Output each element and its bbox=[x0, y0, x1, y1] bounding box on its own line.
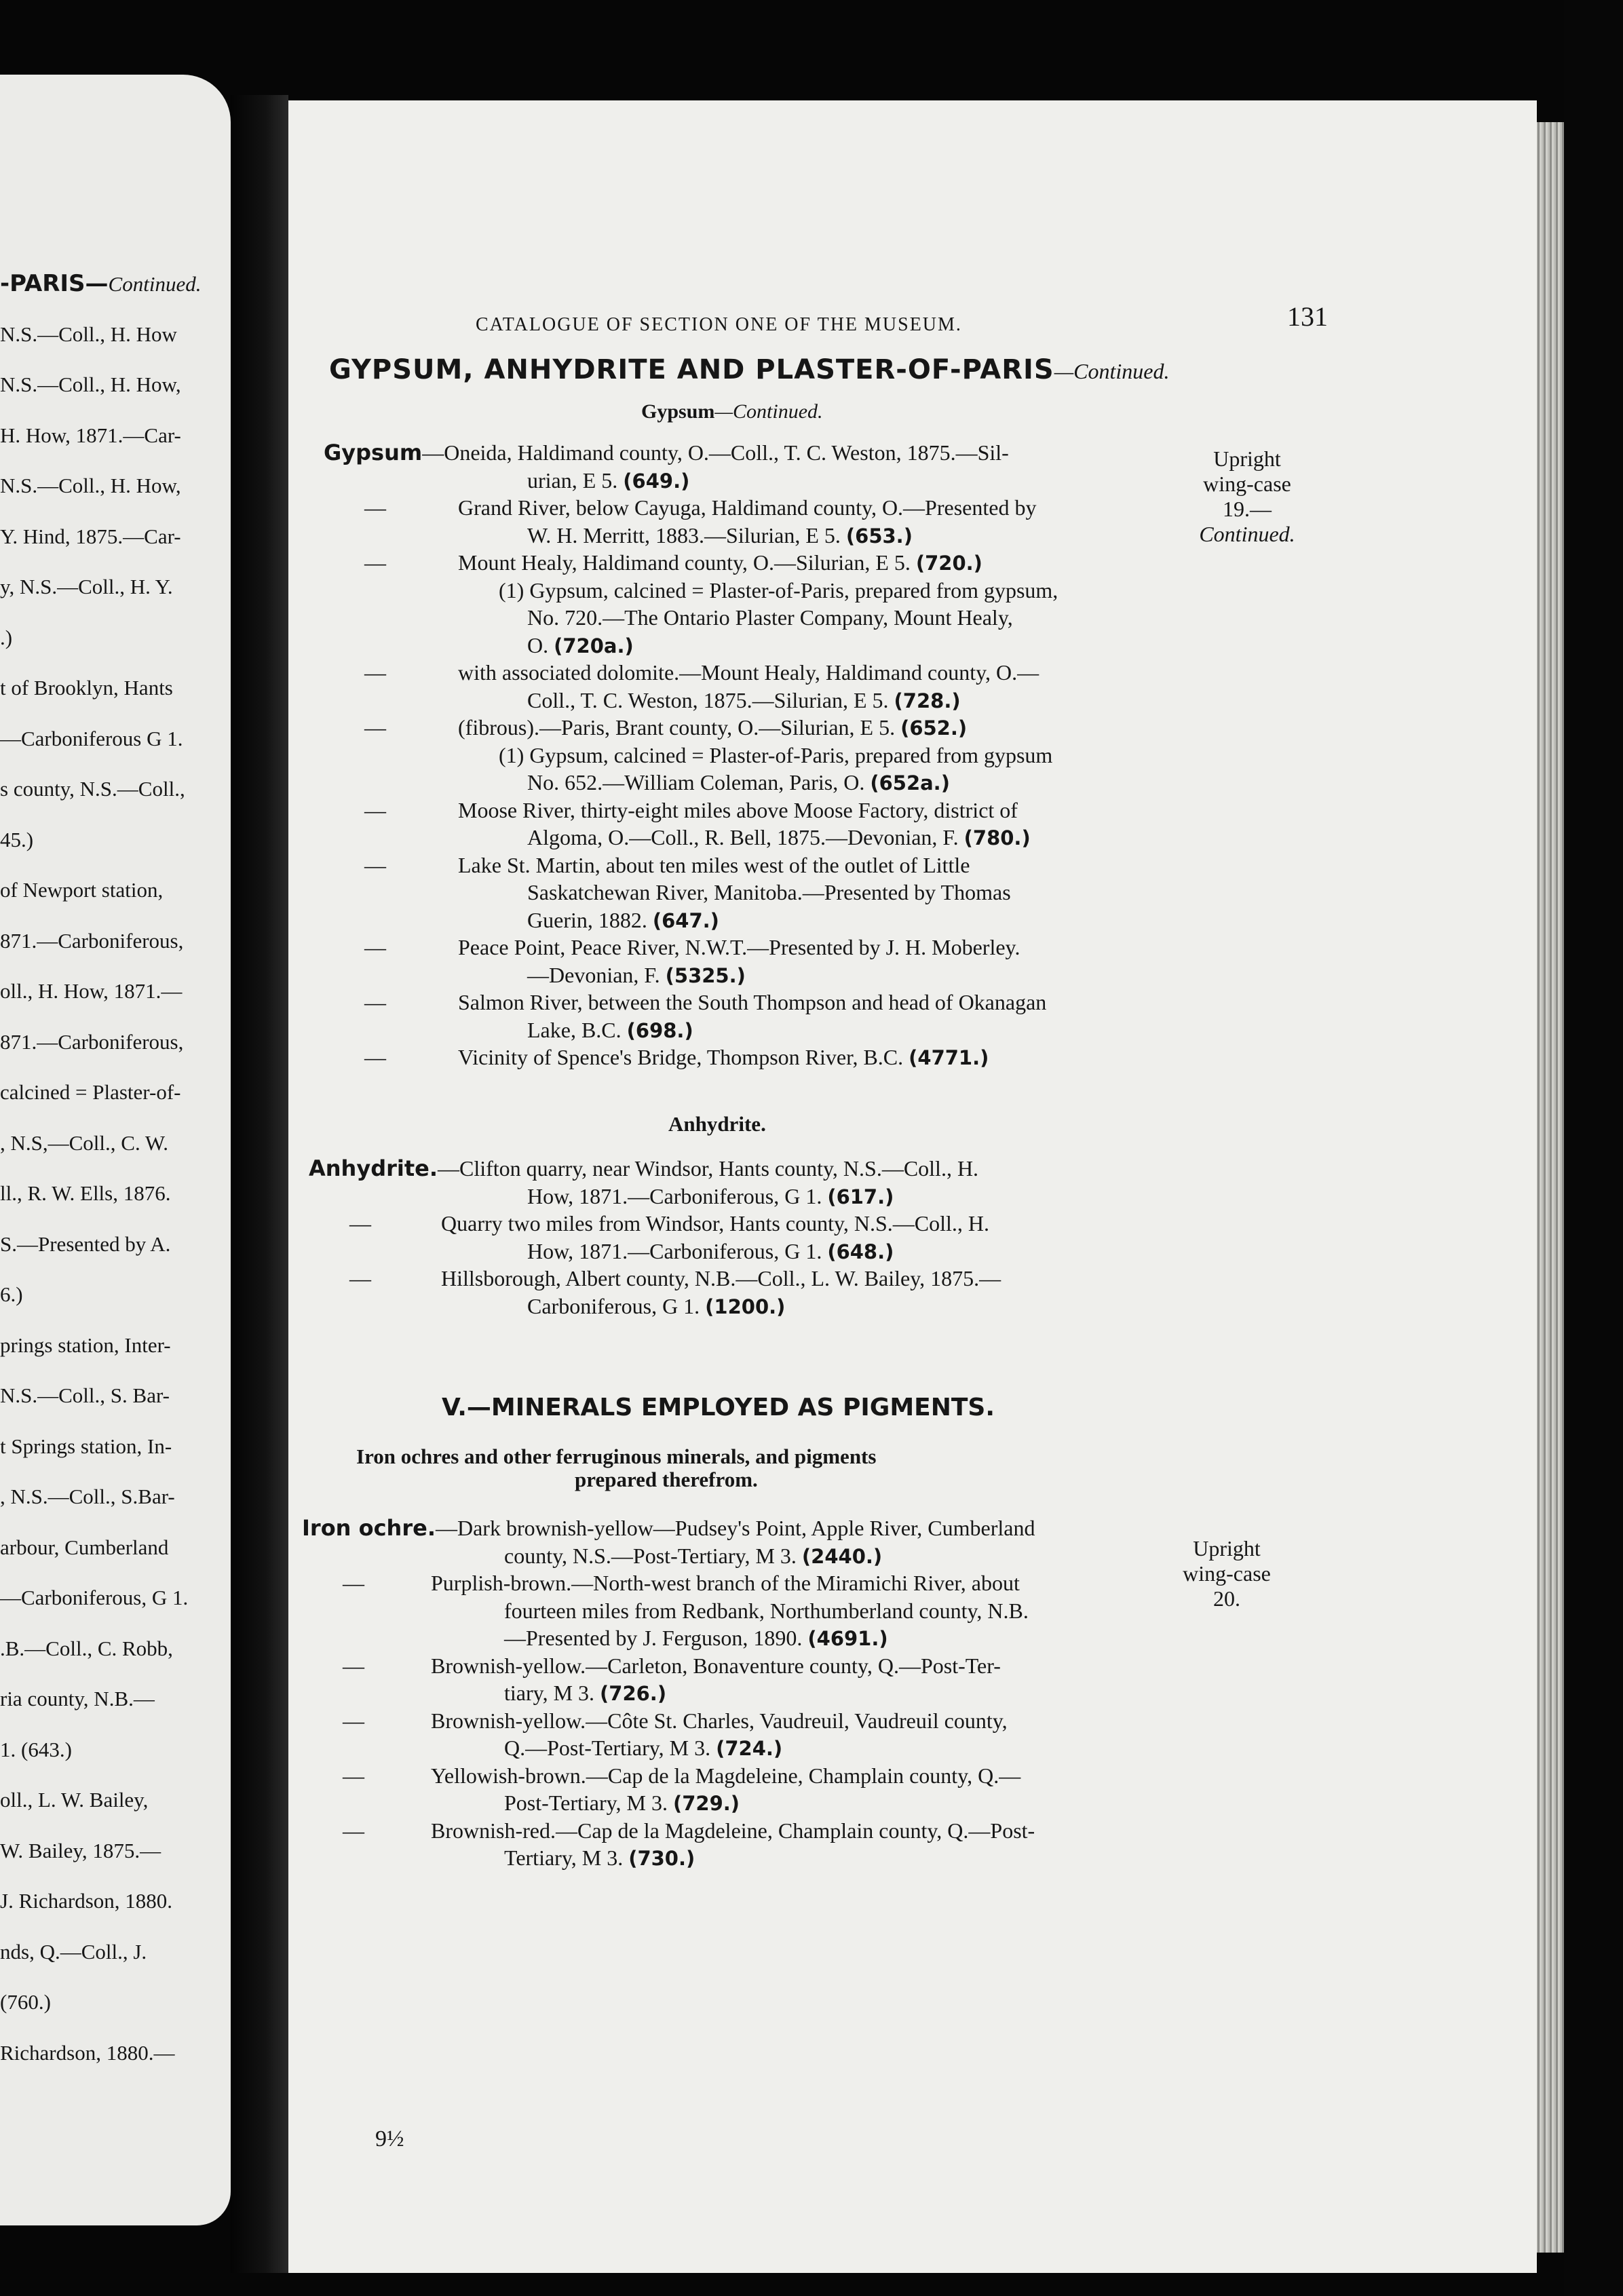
entry-text: Vicinity of Spence's Bridge, Thompson River, B.C. bbox=[458, 1045, 904, 1069]
section-title: GYPSUM, ANHYDRITE AND PLASTER-OF-PARIS—Continued. bbox=[329, 354, 1170, 385]
entry-line bbox=[527, 769, 950, 796]
catalogue-number: (4691.) bbox=[807, 1627, 888, 1650]
ditto-dash: — bbox=[364, 1045, 386, 1069]
ditto-dash: — bbox=[343, 1763, 364, 1788]
entry-lead-term: Iron ochre. bbox=[302, 1515, 436, 1541]
catalogue-number: (780.) bbox=[963, 826, 1031, 849]
left-page-line: 6.) bbox=[0, 1282, 23, 1306]
entry-line bbox=[324, 934, 1020, 960]
entry-text: (1) Gypsum, calcined = Plaster-of-Paris, prepared from gypsum bbox=[499, 742, 1053, 767]
entry-line bbox=[504, 1598, 1029, 1624]
entry-line bbox=[302, 1763, 1020, 1788]
entry-line bbox=[527, 879, 1011, 905]
entry-line bbox=[504, 1735, 782, 1761]
left-page-line: H. How, 1871.—Car- bbox=[0, 423, 181, 447]
entry-line bbox=[302, 1570, 1020, 1596]
entry-text: —Devonian, F. bbox=[527, 962, 660, 987]
entry-text: fourteen miles from Redbank, Northumberland county, N.B. bbox=[504, 1598, 1029, 1623]
entry-text: Algoma, O.—Coll., R. Bell, 1875.—Devonian, F. bbox=[527, 825, 959, 849]
catalogue-number: (728.) bbox=[894, 689, 961, 712]
left-page-line: nds, Q.—Coll., J. bbox=[0, 1939, 147, 1964]
entry-text: Brownish-red.—Cap de la Magdeleine, Champlain county, Q.—Post- bbox=[431, 1818, 1035, 1843]
entry-line bbox=[309, 1155, 978, 1181]
entry-line bbox=[527, 687, 961, 714]
catalogue-number: (729.) bbox=[672, 1792, 740, 1815]
entry-line bbox=[504, 1680, 666, 1706]
entry-line bbox=[527, 1183, 894, 1210]
entry-line bbox=[527, 522, 913, 549]
catalogue-number: (652a.) bbox=[870, 771, 950, 795]
entry-text: Brownish-yellow.—Carleton, Bonaventure county, Q.—Post-Ter- bbox=[431, 1653, 1001, 1678]
entry-line bbox=[324, 714, 967, 741]
left-page-line: ria county, N.B.— bbox=[0, 1687, 155, 1710]
folio-mark: 9½ bbox=[375, 2126, 404, 2151]
entry-text: with associated dolomite.—Mount Healy, Haldimand county, O.— bbox=[458, 660, 1039, 685]
entry-text: (1) Gypsum, calcined = Plaster-of-Paris, prepared from gypsum, bbox=[499, 577, 1058, 602]
catalogue-number: (648.) bbox=[827, 1240, 894, 1263]
left-page-line: , N.S,—Coll., C. W. bbox=[0, 1130, 169, 1155]
catalogue-number: (653.) bbox=[845, 524, 913, 548]
left-page-line: oll., H. How, 1871.— bbox=[0, 979, 183, 1003]
catalogue-number: (698.) bbox=[626, 1018, 693, 1042]
entry-line bbox=[309, 1265, 1001, 1291]
catalogue-number: (720.) bbox=[915, 552, 982, 575]
entry-line bbox=[324, 550, 982, 576]
ditto-dash: — bbox=[364, 550, 386, 575]
entry-line bbox=[324, 989, 1046, 1015]
left-page-line: Y. Hind, 1875.—Car- bbox=[0, 524, 181, 548]
entry-line bbox=[499, 577, 1058, 603]
entry-text: Brownish-yellow.—Côte St. Charles, Vaudreuil, Vaudreuil county, bbox=[431, 1708, 1008, 1733]
entry-text: Carboniferous, G 1. bbox=[527, 1293, 700, 1318]
left-page-line: ll., R. W. Ells, 1876. bbox=[0, 1181, 171, 1205]
running-title: CATALOGUE OF SECTION ONE OF THE MUSEUM. bbox=[476, 314, 962, 335]
left-page-line: N.S.—Coll., H. How, bbox=[0, 372, 181, 396]
entry-line bbox=[504, 1845, 695, 1871]
entry-text: How, 1871.—Carboniferous, G 1. bbox=[527, 1183, 822, 1208]
left-page-line: .B.—Coll., C. Robb, bbox=[0, 1636, 173, 1660]
entry-line bbox=[499, 742, 1052, 768]
entry-text: Post-Tertiary, M 3. bbox=[504, 1791, 668, 1815]
left-page-line: S.—Presented by A. bbox=[0, 1231, 171, 1256]
entry-line bbox=[504, 1625, 888, 1651]
ditto-dash: — bbox=[364, 852, 386, 877]
left-page-line: calcined = Plaster-of- bbox=[0, 1080, 181, 1104]
ditto-dash: — bbox=[364, 495, 386, 520]
entry-text: Tertiary, M 3. bbox=[504, 1845, 624, 1870]
ditto-dash: — bbox=[343, 1571, 364, 1595]
catalogue-number: (647.) bbox=[652, 908, 719, 932]
entry-line bbox=[527, 467, 689, 494]
ditto-dash: — bbox=[364, 935, 386, 959]
left-page-line: —Carboniferous, G 1. bbox=[0, 1586, 189, 1609]
left-page-line: —Carboniferous G 1. bbox=[0, 726, 183, 750]
left-page-line: .) bbox=[0, 625, 13, 649]
gypsum-heading: Gypsum—Continued. bbox=[641, 400, 823, 423]
catalogue-number: (720a.) bbox=[554, 634, 634, 657]
left-page-line: 871.—Carboniferous, bbox=[0, 928, 184, 953]
left-page-line: , N.S.—Coll., S.Bar- bbox=[0, 1485, 175, 1508]
catalogue-number: (5325.) bbox=[665, 963, 746, 987]
entry-text: Q.—Post-Tertiary, M 3. bbox=[504, 1736, 711, 1760]
left-page-line: (760.) bbox=[0, 1990, 51, 2014]
left-page-line: arbour, Cumberland bbox=[0, 1535, 169, 1559]
left-page-line: of Newport station, bbox=[0, 878, 164, 902]
entry-text: Hillsborough, Albert county, N.B.—Coll., L. W. Bailey, 1875.— bbox=[441, 1266, 1001, 1290]
entry-text: Yellowish-brown.—Cap de la Magdeleine, Champlain county, Q.— bbox=[431, 1763, 1021, 1788]
entry-text: Mount Healy, Haldimand county, O.—Silurian, E 5. bbox=[458, 550, 911, 575]
left-page-line: N.S.—Coll., H. How bbox=[0, 322, 177, 346]
entry-lead-term: Anhydrite. bbox=[309, 1155, 438, 1181]
catalogue-number: (649.) bbox=[623, 469, 690, 493]
ditto-dash: — bbox=[364, 660, 386, 685]
entry-line bbox=[302, 1708, 1008, 1734]
catalogue-number: (724.) bbox=[716, 1737, 783, 1760]
entry-line bbox=[504, 1790, 740, 1816]
catalogue-number: (652.) bbox=[900, 716, 968, 740]
catalogue-number: (4771.) bbox=[909, 1046, 989, 1069]
entry-line bbox=[302, 1818, 1035, 1843]
left-page-line: 1. (643.) bbox=[0, 1737, 72, 1761]
entry-text: Saskatchewan River, Manitoba.—Presented by Thomas bbox=[527, 880, 1011, 904]
left-page-line: N.S.—Coll., S. Bar- bbox=[0, 1383, 170, 1407]
entry-text: Lake St. Martin, about ten miles west of the outlet of Little bbox=[458, 852, 970, 877]
entry-text: —Oneida, Haldimand county, O.—Coll., T. C. Weston, 1875.—Sil- bbox=[422, 440, 1009, 465]
page-number: 131 bbox=[1287, 301, 1328, 332]
iron-heading-line-1: Iron ochres and other ferruginous minerals, and pigments bbox=[356, 1444, 877, 1468]
entry-text: No. 720.—The Ontario Plaster Company, Mount Healy, bbox=[527, 605, 1013, 630]
entry-text: Moose River, thirty-eight miles above Moose Factory, district of bbox=[458, 797, 1018, 822]
ditto-dash: — bbox=[343, 1653, 364, 1678]
left-page-line: s county, N.S.—Coll., bbox=[0, 777, 185, 801]
left-page-line: Richardson, 1880.— bbox=[0, 2040, 175, 2065]
catalogue-number: (617.) bbox=[827, 1185, 894, 1208]
entry-line bbox=[527, 1017, 693, 1044]
left-page-line: 871.—Carboniferous, bbox=[0, 1029, 184, 1054]
catalogue-number: (726.) bbox=[600, 1682, 667, 1705]
entry-line bbox=[527, 1238, 894, 1265]
entry-line bbox=[527, 824, 1031, 851]
anhydrite-heading: Anhydrite. bbox=[668, 1112, 766, 1136]
entry-text: —Dark brownish-yellow—Pudsey's Point, Apple River, Cumberland bbox=[435, 1516, 1035, 1540]
left-page-line: N.S.—Coll., H. How, bbox=[0, 474, 181, 497]
entry-line bbox=[302, 1515, 1035, 1541]
ditto-dash: — bbox=[364, 797, 386, 822]
entry-line bbox=[527, 907, 719, 934]
side-note-wing-case-20: Upright wing-case 20. bbox=[1183, 1536, 1271, 1611]
entry-text: Quarry two miles from Windsor, Hants county, N.S.—Coll., H. bbox=[441, 1211, 990, 1236]
entry-text: county, N.S.—Post-Tertiary, M 3. bbox=[504, 1543, 797, 1568]
catalogue-number: (730.) bbox=[628, 1847, 695, 1870]
iron-heading-line-2: prepared therefrom. bbox=[575, 1468, 758, 1491]
entry-text: How, 1871.—Carboniferous, G 1. bbox=[527, 1238, 822, 1263]
ditto-dash: — bbox=[364, 990, 386, 1014]
entry-line bbox=[324, 440, 1009, 465]
entry-line bbox=[324, 1044, 989, 1071]
left-page bbox=[0, 75, 231, 2225]
entry-line bbox=[324, 659, 1039, 685]
entry-lead-term: Gypsum bbox=[324, 440, 423, 465]
entry-text: Guerin, 1882. bbox=[527, 907, 647, 932]
entry-text: W. H. Merritt, 1883.—Silurian, E 5. bbox=[527, 522, 841, 548]
left-page-line: y, N.S.—Coll., H. Y. bbox=[0, 575, 173, 598]
entry-text: Coll., T. C. Weston, 1875.—Silurian, E 5. bbox=[527, 687, 889, 712]
entry-text: Salmon River, between the South Thompson and head of Okanagan bbox=[458, 990, 1047, 1014]
left-page-line: prings station, Inter- bbox=[0, 1333, 171, 1357]
left-page-line: t Springs station, In- bbox=[0, 1434, 172, 1458]
catalogue-number: (2440.) bbox=[801, 1544, 883, 1568]
entry-text: Grand River, below Cayuga, Haldimand county, O.—Presented by bbox=[458, 495, 1037, 520]
ditto-dash: — bbox=[349, 1211, 371, 1236]
ditto-dash: — bbox=[343, 1818, 364, 1843]
entry-line bbox=[324, 797, 1018, 823]
entry-text: O. bbox=[527, 632, 549, 657]
entry-line bbox=[302, 1653, 1001, 1679]
entry-text: Purplish-brown.—North-west branch of the Miramichi River, about bbox=[431, 1571, 1020, 1595]
entry-text: (fibrous).—Paris, Brant county, O.—Silurian, E 5. bbox=[458, 715, 896, 740]
entry-text: Peace Point, Peace River, N.W.T.—Presented by J. H. Moberley. bbox=[458, 935, 1020, 959]
book-gutter bbox=[231, 95, 288, 2273]
ditto-dash: — bbox=[343, 1708, 364, 1733]
entry-text: urian, E 5. bbox=[527, 467, 618, 493]
entry-line bbox=[504, 1543, 882, 1569]
entry-text: —Presented by J. Ferguson, 1890. bbox=[504, 1626, 803, 1650]
entry-line bbox=[309, 1210, 989, 1236]
side-note-wing-case-19: Upright wing-case 19.— Continued. bbox=[1199, 446, 1295, 546]
background-edge bbox=[1564, 0, 1623, 2296]
left-page-line: W. Bailey, 1875.— bbox=[0, 1838, 161, 1862]
left-page-line: -PARIS—Continued. bbox=[0, 270, 202, 297]
left-page-line: oll., L. W. Bailey, bbox=[0, 1788, 149, 1812]
entry-line bbox=[527, 1293, 785, 1320]
ditto-dash: — bbox=[349, 1266, 371, 1290]
left-page-line: t of Brooklyn, Hants bbox=[0, 676, 173, 700]
entry-text: Lake, B.C. bbox=[527, 1017, 622, 1042]
entry-line bbox=[324, 852, 970, 878]
left-page-line: 45.) bbox=[0, 827, 34, 852]
entry-text: —Clifton quarry, near Windsor, Hants county, N.S.—Coll., H. bbox=[438, 1156, 979, 1181]
entry-text: tiary, M 3. bbox=[504, 1681, 595, 1705]
entry-line bbox=[527, 962, 746, 989]
left-page-line: J. Richardson, 1880. bbox=[0, 1889, 173, 1913]
section-v-title: V.—MINERALS EMPLOYED AS PIGMENTS. bbox=[442, 1394, 995, 1421]
entry-line bbox=[324, 495, 1036, 520]
entry-line bbox=[527, 632, 634, 659]
catalogue-number: (1200.) bbox=[705, 1295, 786, 1318]
entry-text: No. 652.—William Coleman, Paris, O. bbox=[527, 770, 865, 795]
right-page bbox=[288, 100, 1537, 2273]
entry-line bbox=[527, 605, 1013, 630]
ditto-dash: — bbox=[364, 715, 386, 740]
